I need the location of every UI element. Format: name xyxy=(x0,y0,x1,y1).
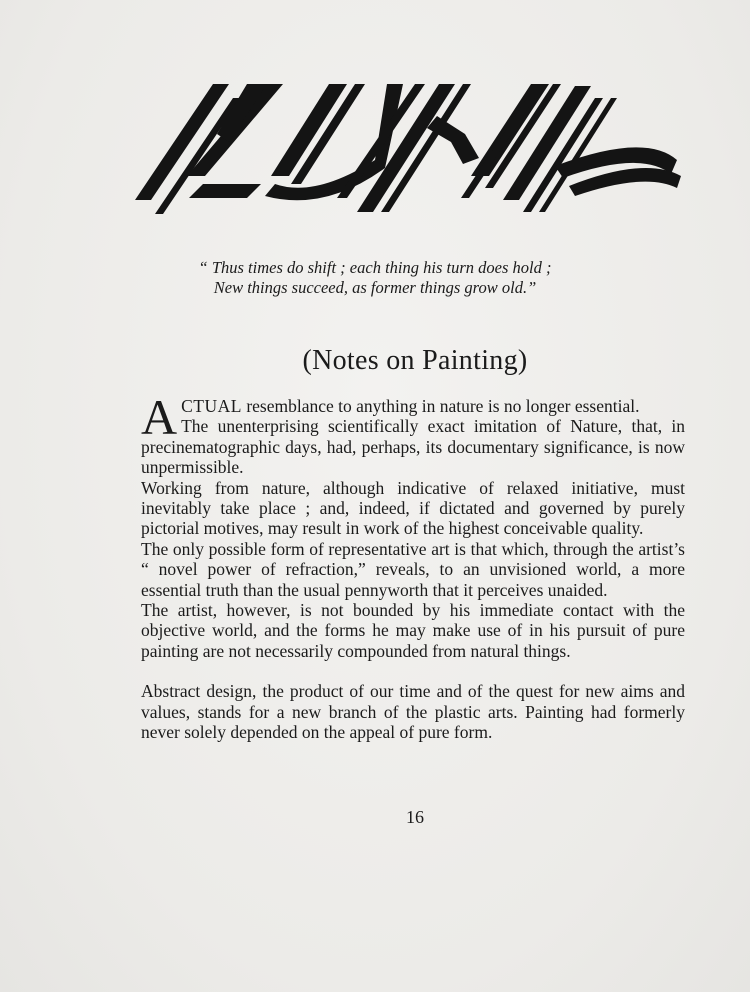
kurt-logo xyxy=(125,72,685,222)
paragraph-6: Abstract design, the product of our time and of the quest for new aims and values, stands for a new branch of the plastic arts. Painting had formerly never solely depended on the appeal of pure form. xyxy=(141,681,685,743)
paragraph-3: Working from nature, although indicative of relaxed initiative, must inevitably take place ; and, indeed, if dictated and governed by purely pictorial motives, may result in work of the highest conceivable quality. xyxy=(141,477,685,539)
paragraph-5: The artist, however, is not bounded by his immediate contact with the objective world, and the forms he may make use of in his pursuit of pure painting are not necessarily compounded from natural things. xyxy=(141,600,685,661)
paragraph-1-text: resemblance to anything in nature is no longer essential. xyxy=(241,396,640,416)
epigraph-line-1: “ Thus times do shift ; each thing his turn does hold ; xyxy=(198,258,552,277)
epigraph-line-2: New things succeed, as former things grow old.” xyxy=(213,278,537,297)
section-title: (Notes on Painting) xyxy=(302,345,528,376)
paragraph-2: The unenterprising scientifically exact imitation of Nature, that, in precinematographic days, had, perhaps, its documentary significance, is now unpermissible. xyxy=(141,416,685,478)
epigraph xyxy=(0,258,750,298)
paragraph-1 xyxy=(141,389,685,445)
first-word: CTUAL xyxy=(181,396,242,416)
page-number: 16 xyxy=(406,807,424,827)
drop-cap: A xyxy=(141,389,178,445)
logo-letter-k xyxy=(135,84,283,214)
paragraph-4: The only possible form of representative art is that which, through the artist’s “ novel power of refraction,” reveals, to an unvisioned world, a more essential truth than the usual pennyworth that it perceives unaided. xyxy=(141,538,685,600)
body-text xyxy=(141,389,685,743)
